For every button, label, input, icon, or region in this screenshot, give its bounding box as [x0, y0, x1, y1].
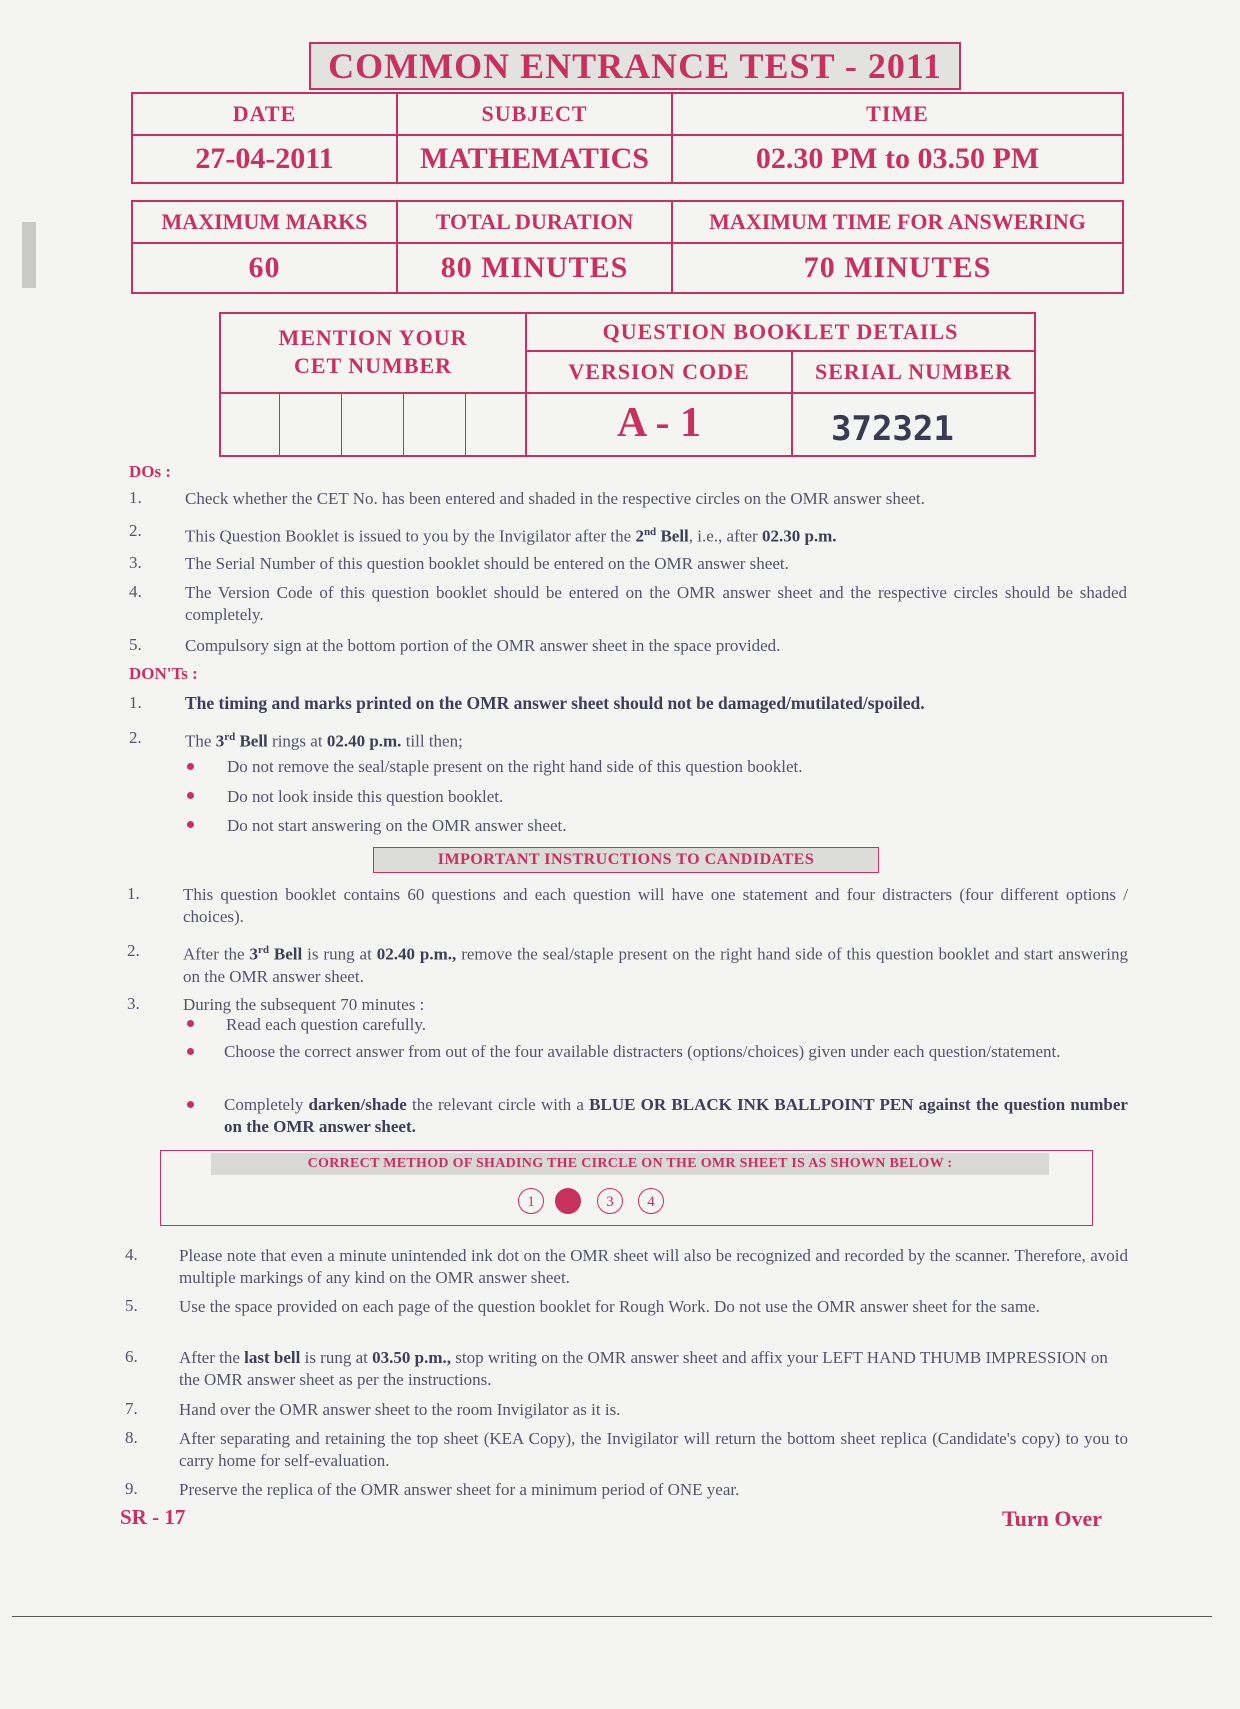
bottom-divider	[12, 1616, 1212, 1617]
instruction-text: After the	[179, 1348, 245, 1367]
max-marks-label: MAXIMUM MARKS	[132, 201, 397, 243]
instruction-item: During the subsequent 70 minutes :	[183, 995, 425, 1014]
time-emphasis: 02.40 p.m.,	[376, 944, 457, 964]
cet-number-label	[221, 314, 527, 394]
bell-number: 3	[249, 944, 258, 964]
instruction-text: stop writing on the OMR answer sheet and affix your LEFT HAND THUMB IMPRESSION on the OMR answer sheet as per the instructions.	[179, 1348, 1108, 1389]
dos-item-number: 3.	[129, 553, 142, 572]
instruction-item: Please note that even a minute unintended ink dot on the OMR sheet will also be recognized and recorded by the scanner. Therefore, avoid multiple markings of any kind on the OMR answer sheet.	[179, 1246, 1128, 1287]
instruction-item: This question booklet contains 60 questions and each question will have one statement and four distracters (four different options / choices).	[183, 885, 1128, 926]
instruction-item: Hand over the OMR answer sheet to the room Invigilator as it is.	[179, 1400, 621, 1419]
donts-item	[185, 726, 1105, 753]
donts-item-text: rings at	[267, 731, 327, 751]
emphasis-pen: BLUE OR BLACK INK BALLPOINT PEN against the question number on the OMR answer sheet.	[224, 1095, 1128, 1136]
answer-time-value: 70 MINUTES	[672, 243, 1123, 293]
cet-digit-box[interactable]	[280, 394, 342, 455]
shading-heading: CORRECT METHOD OF SHADING THE CIRCLE ON THE OMR SHEET IS AS SHOWN BELOW :	[211, 1153, 1049, 1175]
bullet-icon	[187, 792, 194, 799]
exam-time: 02.30 PM to 03.50 PM	[672, 135, 1123, 183]
donts-item-text: till then;	[401, 731, 463, 751]
dos-item: The Serial Number of this question booklet should be entered on the OMR answer sheet.	[185, 554, 789, 573]
dos-item-number: 5.	[129, 635, 142, 654]
instruction-text: remove the seal/staple present on the right hand side of this question booklet and start answering on the OMR answer sheet.	[183, 944, 1128, 986]
dos-item-number: 4.	[129, 582, 142, 601]
bullet-icon	[187, 1101, 194, 1108]
booklet-details-label: QUESTION BOOKLET DETAILS	[527, 314, 1034, 352]
instruction-item: Preserve the replica of the OMR answer sheet for a minimum period of ONE year.	[179, 1480, 740, 1499]
bullet-icon	[187, 1048, 194, 1055]
dos-item-number: 1.	[129, 488, 142, 507]
answer-time-label: MAXIMUM TIME FOR ANSWERING	[672, 201, 1123, 243]
cet-label-line1: MENTION YOUR	[278, 325, 468, 350]
donts-item-number: 1.	[129, 693, 142, 712]
instruction-number: 5.	[125, 1296, 138, 1315]
duration-value: 80 MINUTES	[397, 243, 672, 293]
instruction-number: 4.	[125, 1245, 138, 1264]
bell-word: Bell	[268, 944, 303, 964]
serial-number-value: 372321	[831, 409, 954, 449]
booklet-details-box	[219, 312, 1036, 457]
time-emphasis: 02.40 p.m.	[326, 731, 402, 751]
turn-over: Turn Over	[1002, 1506, 1103, 1531]
option-circle-1: 1	[518, 1188, 544, 1214]
subject-label: SUBJECT	[397, 93, 672, 135]
bell-word: Bell	[235, 731, 268, 751]
emphasis-last-bell: last bell	[244, 1348, 301, 1367]
instruction-number: 9.	[125, 1479, 138, 1498]
instruction-number: 3.	[127, 994, 140, 1013]
bell-word: Bell	[656, 526, 689, 546]
bell-suffix: rd	[257, 944, 269, 956]
instruction-text: is rung at	[300, 1348, 373, 1367]
instruction-text: is rung at	[302, 944, 377, 964]
marks-info-table	[131, 200, 1124, 294]
version-code-value: A - 1	[527, 394, 793, 455]
instructions-heading: IMPORTANT INSTRUCTIONS TO CANDIDATES	[373, 847, 879, 873]
bullet-icon	[187, 1020, 194, 1027]
time-label: TIME	[672, 93, 1123, 135]
bullet-icon	[187, 763, 194, 770]
instruction-text: the relevant circle with a	[406, 1095, 590, 1114]
bell-number: 2	[635, 526, 644, 546]
bell-suffix: rd	[224, 731, 236, 743]
instruction-number: 7.	[125, 1399, 138, 1418]
donts-bullet: Do not look inside this question booklet.	[227, 787, 504, 806]
cet-digit-box[interactable]	[404, 394, 466, 455]
date-label: DATE	[132, 93, 397, 135]
cet-digit-box[interactable]	[221, 394, 280, 455]
serial-number-label: SERIAL NUMBER	[793, 352, 1034, 394]
dos-item	[185, 521, 1105, 548]
cet-digit-box[interactable]	[466, 394, 527, 455]
scan-edge-mark	[22, 222, 36, 288]
option-circle-shaded	[555, 1188, 581, 1214]
instruction-text: Completely	[224, 1095, 309, 1114]
dos-item: Compulsory sign at the bottom portion of the OMR answer sheet in the space provided.	[185, 636, 781, 655]
version-code-label: VERSION CODE	[527, 352, 793, 394]
donts-item: The timing and marks printed on the OMR answer sheet should not be damaged/mutilated/spoiled.	[185, 693, 925, 713]
bell-suffix: nd	[643, 526, 657, 538]
exam-info-table	[131, 92, 1124, 184]
cet-label-line2: CET NUMBER	[293, 353, 453, 378]
max-marks-value: 60	[132, 243, 397, 293]
donts-bullet: Do not remove the seal/staple present on the right hand side of this question booklet.	[227, 757, 803, 776]
time-emphasis: 02.30 p.m.	[761, 526, 837, 546]
instruction-item: After separating and retaining the top sheet (KEA Copy), the Invigilator will return the bottom sheet replica (Candidate's copy) to you to carry home for self-evaluation.	[179, 1429, 1128, 1470]
dos-item-text: , i.e., after	[688, 526, 762, 546]
bullet-icon	[187, 821, 194, 828]
donts-heading: DON'Ts :	[129, 664, 198, 683]
time-emphasis: 03.50 p.m.,	[372, 1348, 451, 1367]
option-circle-3: 3	[597, 1188, 623, 1214]
instruction-number: 1.	[127, 884, 140, 903]
emphasis-darken: darken/shade	[308, 1095, 407, 1114]
duration-label: TOTAL DURATION	[397, 201, 672, 243]
dos-item-text: This Question Booklet is issued to you by the Invigilator after the	[185, 526, 636, 546]
exam-date: 27-04-2011	[132, 135, 397, 183]
instruction-number: 2.	[127, 941, 140, 960]
instruction-item: Use the space provided on each page of the question booklet for Rough Work. Do not use the OMR answer sheet for the same.	[179, 1297, 1040, 1316]
dos-item-number: 2.	[129, 521, 142, 540]
donts-item-text: The	[185, 731, 216, 751]
instruction-text: After the	[183, 944, 250, 964]
dos-heading: DOs :	[129, 462, 172, 481]
instruction-bullet: Read each question carefully.	[226, 1015, 426, 1034]
instruction-item	[179, 1347, 1119, 1391]
dos-item: Check whether the CET No. has been entered and shaded in the respective circles on the OMR answer sheet.	[185, 489, 925, 508]
instruction-bullet: Choose the correct answer from out of the four available distracters (options/choices) given under each question/statement.	[224, 1042, 1061, 1061]
donts-item-number: 2.	[129, 728, 142, 747]
instruction-number: 8.	[125, 1428, 138, 1447]
dos-item: The Version Code of this question booklet should be entered on the OMR answer sheet and the respective circles should be shaded completely.	[185, 583, 1127, 624]
donts-bullet: Do not start answering on the OMR answer sheet.	[227, 816, 567, 835]
bell-number: 3	[215, 731, 225, 751]
page-title: COMMON ENTRANCE TEST - 2011	[309, 42, 961, 90]
cet-digit-box[interactable]	[342, 394, 404, 455]
option-circle-4: 4	[638, 1188, 664, 1214]
booklet-code: SR - 17	[120, 1505, 186, 1529]
exam-subject: MATHEMATICS	[397, 135, 672, 183]
instruction-bullet	[224, 1094, 1128, 1138]
instruction-item	[183, 939, 1128, 988]
instruction-number: 6.	[125, 1347, 138, 1366]
